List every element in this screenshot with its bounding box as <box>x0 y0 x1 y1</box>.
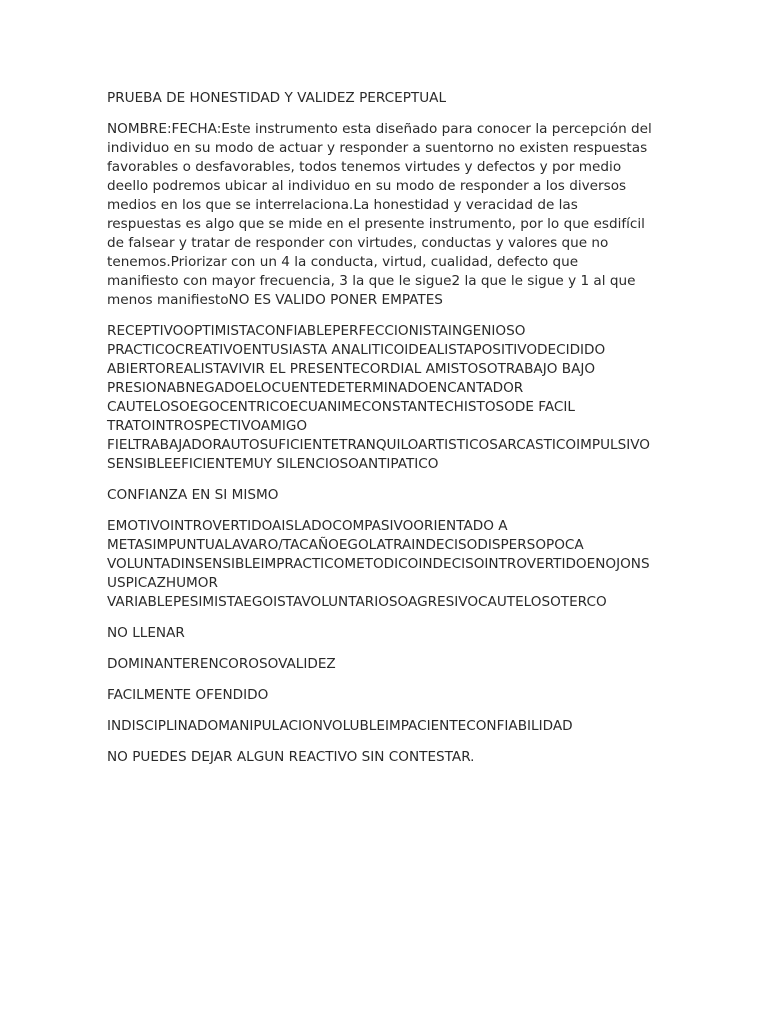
document-page <box>107 89 667 779</box>
instructions-paragraph: NOMBRE:FECHA:Este instrumento esta diseñado para conocer la percepción del individuo en su modo de actuar y responder a suentorno no existen respuestas favorables o desfavorables, todos tenemos virtudes y defectos y por medio deello podremos ubicar al individuo en su modo de responder a los diversos medios en los que se interrelaciona.La honestidad y veracidad de las respuestas es algo que se mide en el presente instrumento, por lo que esdifícil de falsear y tratar de responder con virtudes, conductas y valores que no tenemos.Priorizar con un 4 la conducta, virtud, cualidad, defecto que manifiesto con mayor frecuencia, 3 la que le sigue2 la que le sigue y 1 al que menos manifiestoNO ES VALIDO PONER EMPATES <box>107 121 652 308</box>
traits-list-1: RECEPTIVOOPTIMISTACONFIABLEPERFECCIONISTAINGENIOSO PRACTICOCREATIVOENTUSIASTA ANALITICOIDEALISTAPOSITIVODECIDIDO ABIERTOREALISTAVIVIR EL PRESENTECORDIAL AMISTOSOTRABAJO BAJO PRESIONABNEGADOELOCUENTEDETERMINADOENCANTADOR CAUTELOSOEGOCENTRICOECUANIMECONSTANTECHISTOSODE FACIL TRATOINTROSPECTIVOAMIGO FIELTRABAJADORAUTOSUFICIENTETRANQUILOARTISTICOSARCASTICOIMPULSIVO SENSIBLEEFICIENTEMUY SILENCIOSOANTIPATICO <box>107 323 650 472</box>
traits-list-4: FACILMENTE OFENDIDO <box>107 687 269 703</box>
section-label-no-llenar: NO LLENAR <box>107 625 185 641</box>
section-label-confianza: CONFIANZA EN SI MISMO <box>107 487 279 503</box>
document-title: PRUEBA DE HONESTIDAD Y VALIDEZ PERCEPTUAL <box>107 90 447 106</box>
traits-list-2: EMOTIVOINTROVERTIDOAISLADOCOMPASIVOORIENTADO A METASIMPUNTUALAVARO/TACAÑOEGOLATRAINDECISODISPERSOPOCA VOLUNTADINSENSIBLEIMPRACTICOMETODICOINDECISOINTROVERTIDOENOJONS USPICAZHUMOR VARIABLEPESIMISTAEGOISTAVOLUNTARIOSOAGRESIVOCAUTELOSOTERCO <box>107 518 650 610</box>
closing-instruction: NO PUEDES DEJAR ALGUN REACTIVO SIN CONTESTAR. <box>107 749 475 765</box>
traits-list-5: INDISCIPLINADOMANIPULACIONVOLUBLEIMPACIENTECONFIABILIDAD <box>107 718 573 734</box>
traits-list-3: DOMINANTERENCOROSOVALIDEZ <box>107 656 336 672</box>
